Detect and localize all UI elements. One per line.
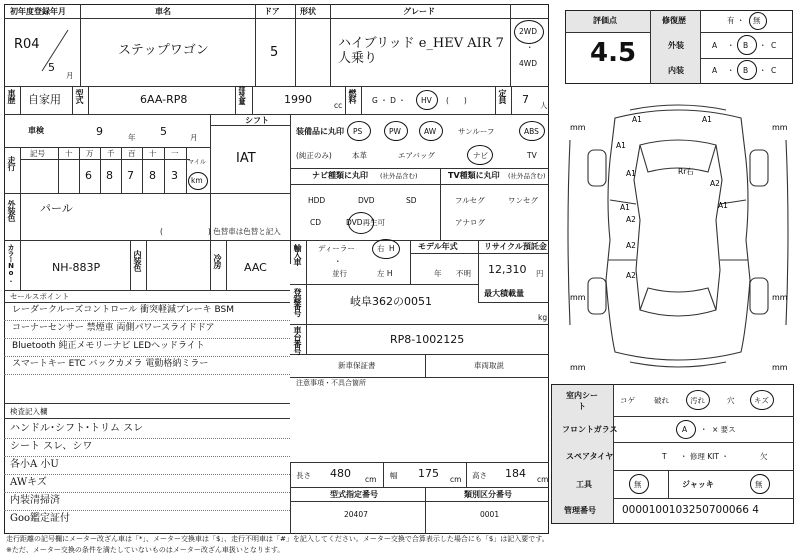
diagram-mark-7: A1 (718, 201, 728, 210)
navi-cd: CD (310, 218, 322, 227)
sales-point-1: レーダークルーズコントロール 衝突軽減ブレーキ BSM (12, 305, 234, 315)
car-damage-diagram (560, 100, 796, 375)
capacity-value: 7 (522, 93, 529, 106)
kg-unit: kg (538, 313, 548, 322)
inspector-note-2: シート スレ、シワ (10, 441, 93, 452)
height-label: 高さ (472, 471, 487, 480)
diagram-mark-3: A1 (626, 169, 636, 178)
new-car-warranty: 新車保証書 (338, 361, 376, 370)
width-value: 175 (418, 467, 439, 480)
month-unit: 月 (66, 71, 74, 80)
exterior-b: B (743, 41, 749, 50)
import-label: 輸入車 (293, 244, 302, 265)
displacement-value: 1990 (284, 93, 312, 106)
navi-title-sub: (社外品含む) (380, 172, 418, 180)
interior-dot1: ・ (727, 66, 735, 75)
spare-kit: ・ 修理 KIT ・ (680, 452, 729, 461)
spare-label: スペアタイヤ (566, 452, 614, 461)
mileage-label: 走行 (7, 156, 16, 170)
diagram-mm-2: mm (772, 123, 788, 132)
drive-dot: ・ (526, 43, 534, 52)
first-reg-era: R04 (14, 37, 40, 52)
model-value: 6AA-RP8 (140, 93, 188, 106)
model-year-label: モデル年式 (418, 242, 458, 251)
code-label: 記号 (30, 149, 45, 158)
exterior-dot2: ・ (759, 41, 767, 50)
interior-b: B (743, 66, 749, 75)
interior-color-label: 内装色 (133, 250, 142, 271)
class-code-value: 0001 (480, 510, 500, 519)
mgmt-value: 0000100103250700066 4 (622, 504, 759, 516)
tv-title: TV種類に丸印 (448, 171, 500, 180)
type-code-value: 20407 (344, 510, 368, 519)
inspector-note-6: Goo鑑定証付 (10, 513, 71, 524)
jack-none: 無 (755, 480, 763, 489)
grade-label: グレード (403, 7, 435, 16)
footer-note-1: 走行距離の記号欄にメーター改ざん車は「*」、メーター交換車は「$」、走行不明車は「#」を記入してください。メーター交換で合算表示した場合にも「$」は記入要です。 (6, 535, 549, 543)
model-label: 型式 (75, 89, 84, 103)
width-unit: cm (450, 475, 462, 484)
diagram-mm-5: mm (570, 363, 586, 372)
capacity-unit: 人 (540, 101, 548, 110)
equipment-sub: (純正のみ) (296, 151, 332, 160)
spare-t: T (662, 452, 667, 461)
equip-ps: PS (353, 127, 363, 136)
height-unit: cm (537, 475, 549, 484)
interior-c: C (771, 66, 777, 75)
equip-pw: PW (389, 127, 401, 136)
tv-oneseg: ワンセグ (508, 196, 538, 205)
glass-label: フロントガラス (562, 425, 618, 434)
navi-sd: SD (406, 196, 417, 205)
first-reg-month: 5 (48, 61, 55, 74)
length-label: 長さ (296, 471, 311, 480)
diagram-mm-6: mm (772, 363, 788, 372)
sales-points-label: セールスポイント (10, 292, 70, 301)
cooler-value: AAC (244, 261, 267, 274)
plate-value: 岐阜362の0051 (350, 295, 432, 308)
diagram-mark-10: A2 (626, 271, 636, 280)
equip-abs: ABS (524, 127, 539, 136)
fuel-options: G ・ D ・ (372, 96, 406, 105)
footer-note-2: ※ただ、メーター交換の条件を満たしていないものはメーター改ざん車扱いとなります。 (6, 546, 285, 554)
inspection-year-unit: 年 (128, 133, 136, 142)
owner-manual: 車両取説 (474, 361, 504, 370)
glass-x: × 要ス (712, 425, 736, 434)
spare-none: 欠 (760, 452, 768, 461)
mileage-digit-2: 8 (106, 169, 113, 182)
seat-label: 室内シート (566, 391, 598, 411)
import-dealer: ディーラー (318, 244, 355, 253)
equipment-label: 装備品に丸印 (296, 127, 344, 136)
chassis-label: 車台番号 (293, 326, 302, 354)
diagram-mm-3: mm (570, 293, 586, 302)
exterior-label: 外装 (668, 41, 684, 50)
digit-label-0: 十 (65, 149, 73, 158)
digit-label-3: 百 (128, 149, 136, 158)
inspector-note-1: ハンドル･シフト･トリム スレ (10, 423, 144, 434)
diagram-mark-6: A2 (626, 241, 636, 250)
type-code-label: 型式指定番号 (330, 490, 378, 499)
mileage-digit-1: 6 (85, 169, 92, 182)
navi-hdd: HDD (308, 196, 326, 205)
diagram-mark-5: A2 (626, 215, 636, 224)
unit-km: km (191, 176, 203, 185)
digit-label-4: 十 (149, 149, 157, 158)
navi-dvd-play: DVD再生可 (346, 218, 386, 227)
mileage-digit-3: 7 (127, 169, 134, 182)
mgmt-label: 管理番号 (564, 506, 596, 515)
repair-label: 修復歴 (662, 16, 686, 25)
door-label: ドア (264, 7, 280, 16)
seat-ana: 穴 (727, 396, 735, 405)
usage-label: 車歴 (7, 89, 16, 103)
inspection-month: 5 (160, 125, 167, 138)
diagram-mark-9: Rr右 (678, 167, 694, 176)
inspector-label: 検査記入欄 (10, 407, 48, 416)
shift-label: シフト (245, 116, 269, 125)
max-load-label: 最大積載量 (484, 289, 524, 298)
seat-yogore: 汚れ (690, 396, 705, 405)
car-name-label: 車名 (155, 7, 171, 16)
import-parallel: 並行 (332, 269, 347, 278)
equip-navi: ナビ (473, 151, 488, 160)
length-unit: cm (365, 475, 377, 484)
slash-divider (40, 28, 70, 73)
tv-fullseg: フルセグ (455, 196, 485, 205)
digit-label-5: 一 (171, 149, 179, 158)
color-value: パール (40, 202, 73, 215)
equip-sunroof: サンルーフ (458, 127, 495, 136)
model-year-unknown: 不明 (456, 269, 471, 278)
grade-value: ハイブリッド e_HEV AIR 7人乗り (338, 36, 504, 66)
exterior-dot1: ・ (727, 41, 735, 50)
repair-options: 有 ・ (727, 16, 745, 25)
diagram-mark-8: A2 (710, 179, 720, 188)
car-name: ステップワゴン (118, 43, 209, 58)
usage-value: 自家用 (28, 93, 61, 106)
score-label: 評価点 (593, 16, 617, 25)
plate-label: 登録番号 (293, 288, 302, 316)
equip-airbag: エアバッグ (398, 151, 435, 160)
length-value: 480 (330, 467, 351, 480)
shift-value: IAT (236, 151, 256, 166)
interior-label: 内装 (668, 66, 684, 75)
diagram-mark-1: A1 (702, 115, 712, 124)
shape-label: 形状 (300, 7, 316, 16)
exterior-a: A (712, 41, 718, 50)
class-code-label: 類別区分番号 (464, 490, 512, 499)
glass-a: A (682, 425, 688, 434)
repair-none: 無 (753, 16, 761, 25)
inspector-note-5: 内装清掃済 (10, 495, 60, 506)
width-label: 幅 (390, 471, 398, 480)
recycle-value: 12,310 (488, 263, 527, 276)
inspection-label: 車検 (28, 126, 44, 135)
equip-aw: AW (424, 127, 437, 136)
digit-label-1: 万 (86, 149, 94, 158)
sales-point-4: スマートキー ETC バックカメラ 電動格納ミラー (12, 359, 209, 369)
color-note: ( ) 色替車は色替と記入 (160, 227, 281, 236)
colorno-value: NH-883P (52, 261, 101, 274)
equip-leather: 本革 (352, 151, 367, 160)
model-year-unit: 年 (434, 269, 442, 278)
colorno-label: カラーNo. (7, 244, 15, 283)
import-left: 左 H (377, 269, 393, 278)
diagram-mark-4: A1 (620, 203, 630, 212)
capacity-label: 定員 (498, 89, 507, 103)
mileage-digit-5: 3 (171, 169, 178, 182)
sales-point-3: Bluetooth 純正メモリーナビ LEDヘッドライト (12, 341, 205, 351)
tv-title-sub: (社外品含む) (508, 172, 546, 180)
diagram-mm-4: mm (772, 293, 788, 302)
fuel-paren: ( ) (446, 96, 467, 105)
recycle-unit: 円 (536, 269, 544, 278)
import-dot: ・ (334, 257, 342, 266)
diagram-mark-0: A1 (632, 115, 642, 124)
first-reg-label: 初年度登録年月 (10, 7, 66, 16)
inspection-month-unit: 月 (190, 133, 198, 142)
chassis-value: RP8-1002125 (390, 333, 465, 346)
door-count: 5 (270, 45, 279, 60)
recycle-label: リサイクル預託金 (484, 242, 547, 251)
digit-label-2: 千 (107, 149, 115, 158)
navi-dvd: DVD (358, 196, 375, 205)
displacement-label: 排気量 (238, 86, 246, 104)
exterior-c: C (771, 41, 777, 50)
unit-mile: マイル (188, 159, 206, 166)
inspector-note-4: AWキズ (10, 477, 47, 488)
diagram-mark-2: A1 (616, 141, 626, 150)
diagram-mm-1: mm (570, 123, 586, 132)
drive-2wd: 2WD (519, 27, 537, 36)
fuel-label: 燃料 (348, 89, 357, 103)
notes-label: 注意事項・不具合箇所 (296, 379, 366, 387)
mileage-digit-4: 8 (149, 169, 156, 182)
tools-label: 工具 (576, 480, 592, 489)
equip-tv: TV (527, 151, 537, 160)
inspector-note-3: 各小A 小U (10, 459, 59, 470)
cc-unit: cc (334, 101, 343, 110)
tv-analog: アナログ (455, 218, 485, 227)
navi-title: ナビ種類に丸印 (312, 171, 368, 180)
drive-4wd: 4WD (519, 59, 537, 68)
inspection-year: 9 (96, 125, 103, 138)
fuel-selected: HV (421, 96, 432, 105)
cooler-label: 冷房 (213, 254, 222, 268)
glass-dot: ・ (700, 425, 708, 434)
jack-label: ジャッキ (682, 480, 714, 489)
import-right: 右 (377, 244, 385, 253)
interior-dot2: ・ (759, 66, 767, 75)
import-h: H (389, 244, 395, 253)
interior-a: A (712, 66, 718, 75)
seat-koge: コゲ (620, 396, 635, 405)
height-value: 184 (505, 467, 526, 480)
sales-point-2: コーナーセンサー 禁煙車 両側パワースライドドア (12, 323, 215, 333)
color-label: 外装色 (7, 200, 16, 221)
tools-none: 無 (634, 480, 642, 489)
seat-yabure: 破れ (654, 396, 669, 405)
score-value: 4.5 (590, 38, 637, 68)
seat-kizu: キズ (754, 396, 769, 405)
